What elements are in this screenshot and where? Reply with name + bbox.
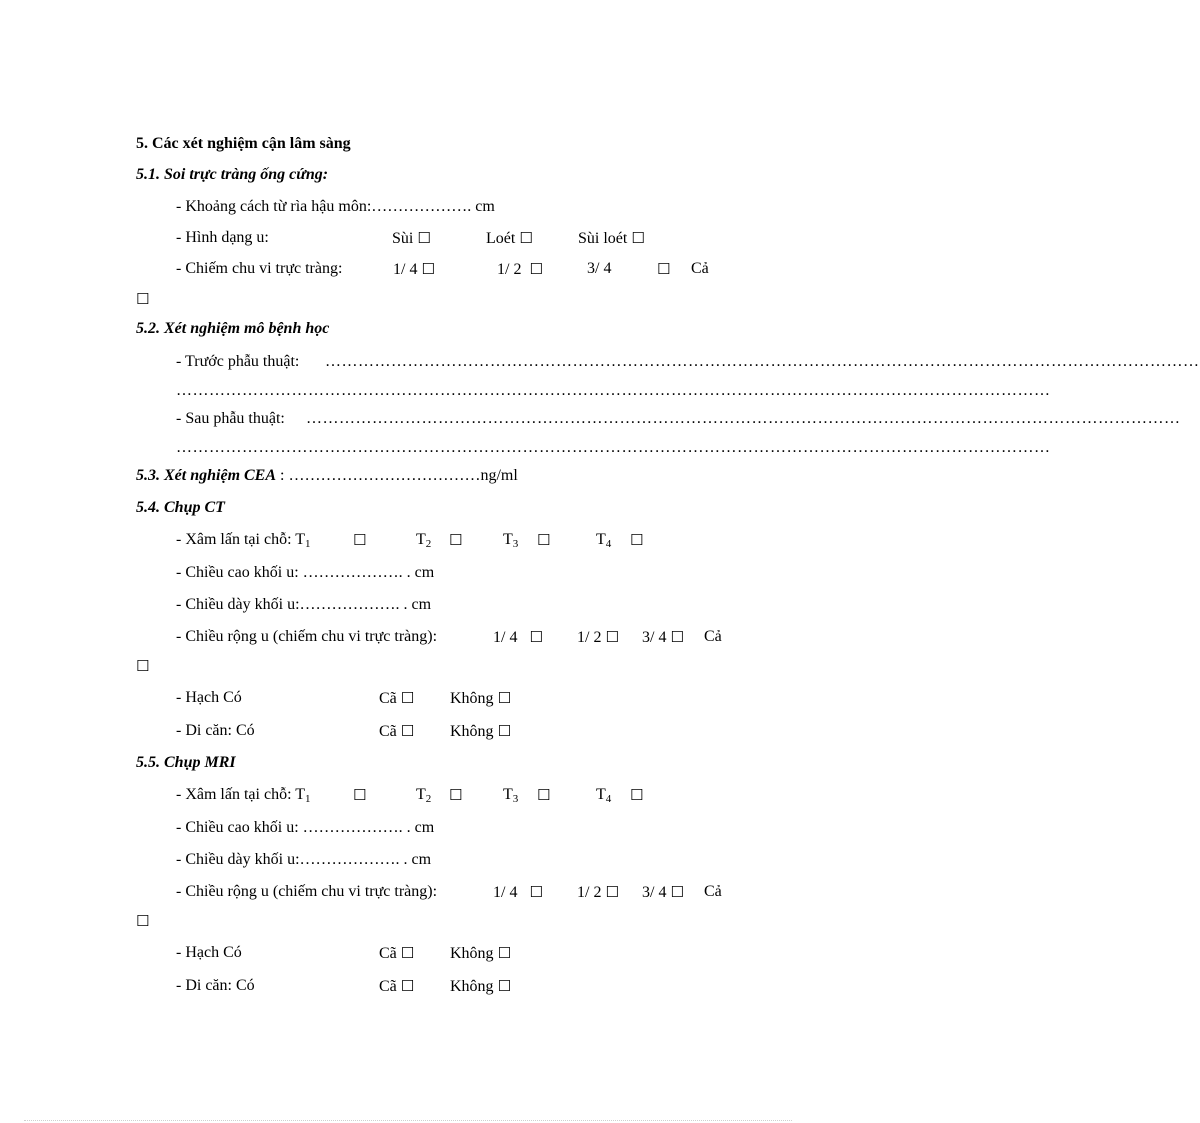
mri-node-no: Không ☐ <box>450 944 512 962</box>
circ-option-three-quarter: 3/ 4 <box>587 260 612 277</box>
checkbox[interactable]: ☐ <box>605 628 619 646</box>
checkbox[interactable]: ☐ <box>400 977 415 995</box>
checkbox[interactable]: ☐ <box>449 531 463 549</box>
shape-option-sui-loet: Sùi loét ☐ <box>578 229 645 247</box>
mri-t2: $T_2$ <box>416 786 432 805</box>
checkbox[interactable]: ☐ <box>449 786 463 804</box>
section-5-1-title: 5.1. Soi trực tràng ống cứng: <box>136 166 329 183</box>
ct-width-quarter: 1/ 4 ☐ <box>493 628 543 646</box>
mri-invasion-label: - Xâm lấn tại chỗ: $T_1$ <box>176 786 311 805</box>
checkbox[interactable]: ☐ <box>400 722 415 740</box>
mri-node-yes: Cã ☐ <box>379 944 415 962</box>
mri-meta-label: - Di căn: Có <box>176 977 255 994</box>
ct-thickness-line: - Chiều dày khối u:………………. . cm <box>176 596 432 613</box>
checkbox[interactable]: ☐ <box>353 786 367 804</box>
ct-width-label: - Chiều rộng u (chiếm chu vi trực tràng): <box>176 628 438 645</box>
checkbox[interactable]: ☐ <box>630 786 644 804</box>
checkbox[interactable]: ☐ <box>537 531 551 549</box>
mri-t3: $T_3$ <box>503 786 519 805</box>
ct-meta-label: - Di căn: Có <box>176 722 255 739</box>
section-5-5-title: 5.5. Chụp MRI <box>136 754 236 771</box>
section-5-title: 5. Các xét nghiệm cận lâm sàng <box>136 135 351 152</box>
checkbox[interactable]: ☐ <box>400 944 415 962</box>
circ-option-quarter: 1/ 4 ☐ <box>393 260 435 278</box>
mri-meta-yes: Cã ☐ <box>379 977 415 995</box>
ct-t2: $T_2$ <box>416 531 432 550</box>
checkbox[interactable]: ☐ <box>136 290 150 308</box>
mri-node-label: - Hạch Có <box>176 944 242 961</box>
checkbox[interactable]: ☐ <box>400 689 415 707</box>
checkbox[interactable]: ☐ <box>417 229 431 247</box>
before-surgery-dots-2[interactable]: …………………………………………………………………………………………………………………………………………… <box>176 382 1051 399</box>
ct-node-label: - Hạch Có <box>176 689 242 706</box>
checkbox[interactable]: ☐ <box>497 977 512 995</box>
checkbox[interactable]: ☐ <box>670 628 684 646</box>
circ-option-all: Cả <box>691 260 709 277</box>
mri-width-quarter: 1/ 4 ☐ <box>493 883 543 901</box>
checkbox[interactable]: ☐ <box>519 229 533 247</box>
page-bottom-rule <box>24 1120 792 1121</box>
checkbox[interactable]: ☐ <box>537 786 551 804</box>
ct-width-half: 1/ 2 ☐ <box>577 628 619 646</box>
checkbox[interactable]: ☐ <box>136 657 150 675</box>
after-surgery-label: - Sau phẫu thuật: <box>176 410 285 427</box>
ct-node-no: Không ☐ <box>450 689 512 707</box>
ct-t3: $T_3$ <box>503 531 519 550</box>
ct-height-line: - Chiều cao khối u: ………………. . cm <box>176 564 435 581</box>
mri-height-line: - Chiều cao khối u: ………………. . cm <box>176 819 435 836</box>
circ-option-half: 1/ 2 ☐ <box>497 260 543 278</box>
mri-meta-no: Không ☐ <box>450 977 512 995</box>
checkbox[interactable]: ☐ <box>497 689 512 707</box>
ct-meta-yes: Cã ☐ <box>379 722 415 740</box>
after-surgery-dots[interactable]: …………………………………………………………………………………………………………………………………………… <box>306 410 1181 427</box>
checkbox[interactable]: ☐ <box>630 531 644 549</box>
checkbox[interactable]: ☐ <box>670 883 684 901</box>
section-5-3-title: 5.3. Xét nghiệm CEA <box>136 467 277 484</box>
ct-invasion-label: - Xâm lấn tại chỗ: $T_1$ <box>176 531 311 550</box>
shape-option-loet: Loét ☐ <box>486 229 533 247</box>
shape-label: - Hình dạng u: <box>176 229 269 246</box>
before-surgery-dots[interactable]: …………………………………………………………………………………………………………………………………………… <box>325 353 1200 370</box>
section-5-2-title: 5.2. Xét nghiệm mô bệnh học <box>136 320 330 337</box>
section-5-3-line: 5.3. Xét nghiệm CEA : ………………………………ng/ml <box>136 467 518 484</box>
mri-width-all: Cả <box>704 883 722 900</box>
ct-width-three-quarter: 3/ 4 ☐ <box>642 628 684 646</box>
circumference-label: - Chiếm chu vi trực tràng: <box>176 260 343 277</box>
ct-t4: $T_4$ <box>596 531 612 550</box>
checkbox[interactable]: ☐ <box>529 883 543 901</box>
checkbox[interactable]: ☐ <box>529 628 543 646</box>
mri-width-half: 1/ 2 ☐ <box>577 883 619 901</box>
checkbox[interactable]: ☐ <box>497 944 512 962</box>
checkbox[interactable]: ☐ <box>605 883 619 901</box>
checkbox[interactable]: ☐ <box>657 260 671 278</box>
checkbox[interactable]: ☐ <box>421 260 435 278</box>
ct-width-all: Cả <box>704 628 722 645</box>
section-5-4-title: 5.4. Chụp CT <box>136 499 225 516</box>
mri-t4: $T_4$ <box>596 786 612 805</box>
ct-node-yes: Cã ☐ <box>379 689 415 707</box>
checkbox[interactable]: ☐ <box>631 229 645 247</box>
distance-line: - Khoảng cách từ rìa hậu môn:………………. cm <box>176 198 495 215</box>
mri-thickness-line: - Chiều dày khối u:………………. . cm <box>176 851 432 868</box>
mri-width-label: - Chiều rộng u (chiếm chu vi trực tràng): <box>176 883 438 900</box>
after-surgery-dots-2[interactable]: …………………………………………………………………………………………………………………………………………… <box>176 439 1051 456</box>
checkbox[interactable]: ☐ <box>497 722 512 740</box>
before-surgery-label: - Trước phẫu thuật: <box>176 353 300 370</box>
mri-width-three-quarter: 3/ 4 ☐ <box>642 883 684 901</box>
shape-option-sui: Sùi ☐ <box>392 229 431 247</box>
checkbox[interactable]: ☐ <box>529 260 543 278</box>
checkbox[interactable]: ☐ <box>353 531 367 549</box>
ct-meta-no: Không ☐ <box>450 722 512 740</box>
checkbox[interactable]: ☐ <box>136 912 150 930</box>
